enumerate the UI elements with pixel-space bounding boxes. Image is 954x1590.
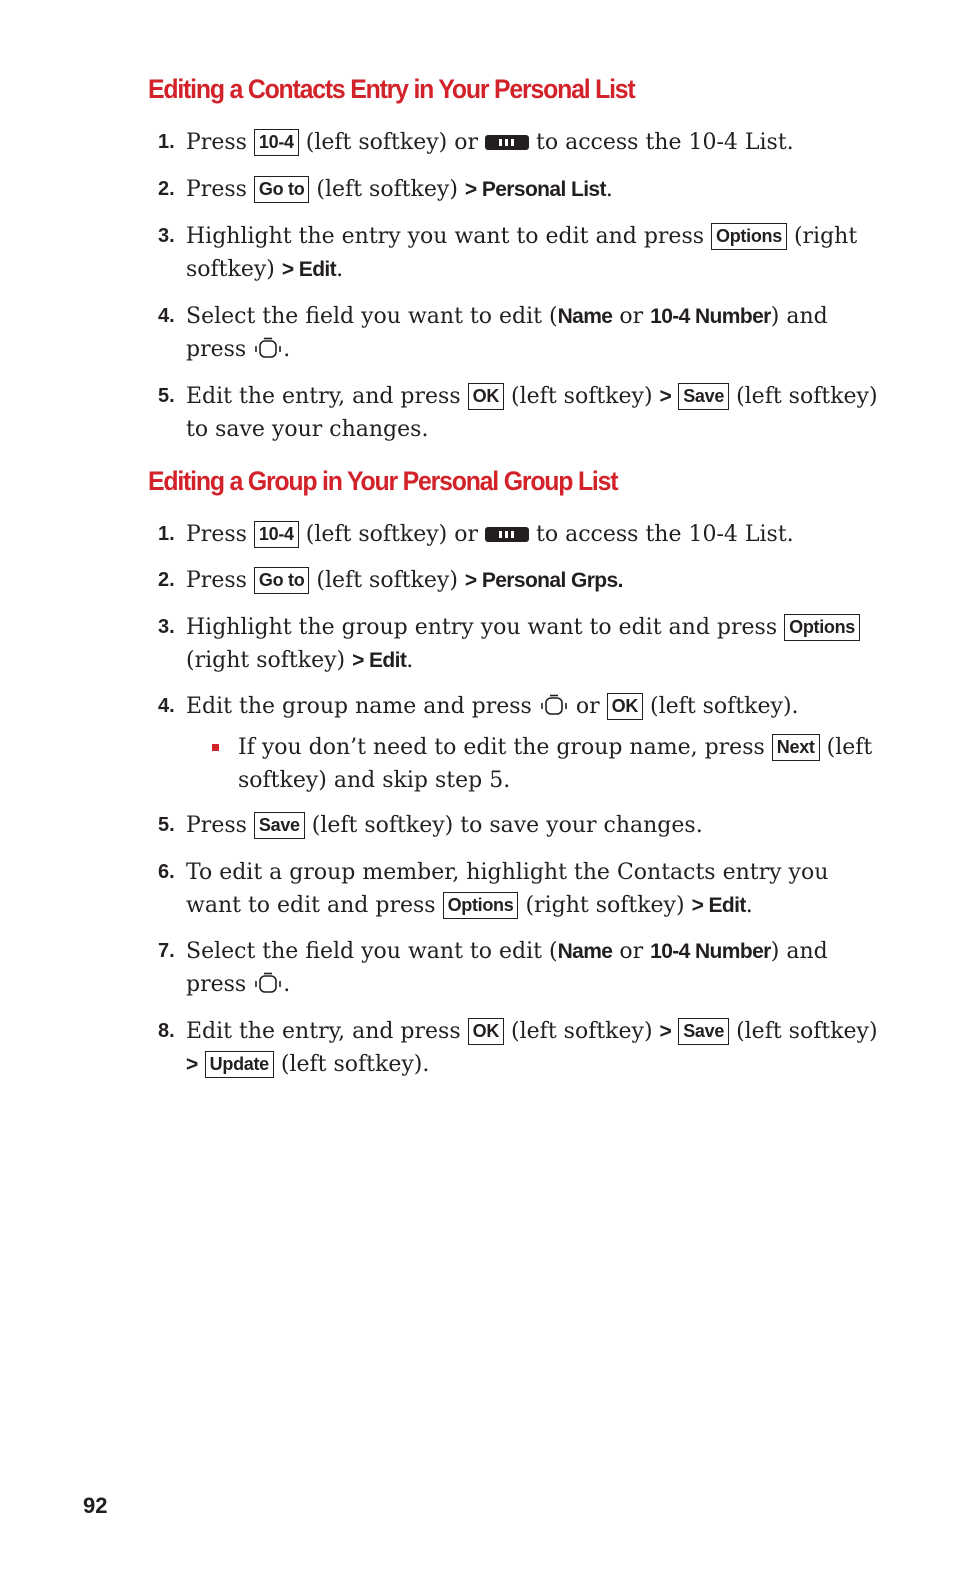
navigation-key-icon: [253, 972, 283, 996]
step-number: 6.: [158, 861, 175, 883]
step-number: 1.: [158, 523, 175, 545]
step-text: .: [745, 893, 753, 918]
step-text: (left softkey): [736, 384, 878, 409]
navigation-key-icon: [253, 337, 283, 361]
bullet-text: softkey) and skip step 5.: [238, 768, 511, 793]
step-number: 1.: [158, 131, 175, 153]
bullet-text: (left: [826, 735, 873, 760]
step-text: Press: [186, 568, 247, 593]
step-text: to save your changes.: [186, 417, 429, 442]
softkey-ok: OK: [468, 1018, 504, 1045]
step-text: Select the field you want to edit (: [186, 939, 558, 964]
menu-arrow: >: [659, 385, 672, 408]
step-text: ) and: [770, 939, 828, 964]
step-number: 2.: [158, 178, 175, 200]
step-number: 2.: [158, 569, 175, 591]
step-text: want to edit and press: [186, 893, 436, 918]
step-text: or: [619, 304, 644, 329]
step-number: 4.: [158, 695, 175, 717]
step-text: (left softkey) to save your changes.: [311, 813, 703, 838]
menu-path: > Edit: [691, 894, 746, 917]
softkey-go-to: Go to: [254, 176, 310, 203]
ptt-key-icon: [485, 135, 529, 150]
field-name: Name: [557, 940, 613, 963]
step-text: .: [283, 972, 291, 997]
ptt-key-icon: [485, 527, 529, 542]
step-text: Edit the entry, and press: [186, 1019, 461, 1044]
step-text: (left softkey): [316, 177, 458, 202]
softkey-options: Options: [711, 223, 787, 250]
step-text: Highlight the group entry you want to edit and press: [186, 615, 778, 640]
softkey-10-4: 10-4: [254, 521, 299, 548]
step-text: Press: [186, 813, 247, 838]
step-text: Highlight the entry you want to edit and press: [186, 224, 705, 249]
menu-path: > Edit: [352, 649, 407, 672]
menu-path: > Edit: [281, 258, 337, 281]
section-heading-contacts-entry: Editing a Contacts Entry in Your Personal List: [148, 74, 635, 104]
step-text: (left softkey) or: [305, 522, 479, 547]
step-text: to access the 10-4 List.: [536, 522, 794, 547]
step-text: ) and: [770, 304, 828, 329]
section-heading-group-list: Editing a Group in Your Personal Group List: [148, 466, 618, 496]
step-text: .: [283, 337, 291, 362]
step-text: (left softkey): [316, 568, 458, 593]
step-number: 5.: [158, 385, 175, 407]
step-text: Edit the entry, and press: [186, 384, 461, 409]
step-text: To edit a group member, highlight the Contacts entry you: [186, 860, 829, 885]
step-text: .: [336, 257, 344, 282]
softkey-save: Save: [678, 1018, 729, 1045]
softkey-options: Options: [784, 614, 860, 641]
step-text: (left softkey).: [280, 1052, 430, 1077]
step-text: press: [186, 972, 247, 997]
step-text: (right softkey): [525, 893, 685, 918]
step-number: 3.: [158, 225, 175, 247]
step-text: .: [406, 648, 414, 673]
step-number: 8.: [158, 1020, 175, 1042]
step-text: (left softkey): [511, 1019, 653, 1044]
menu-arrow: >: [659, 1020, 672, 1043]
field-10-4-number: 10-4 Number: [650, 940, 771, 963]
step-text: (right: [793, 224, 858, 249]
field-10-4-number: 10-4 Number: [650, 305, 771, 328]
step-text: (right softkey): [186, 648, 346, 673]
step-text: Press: [186, 177, 247, 202]
step-number: 7.: [158, 940, 175, 962]
navigation-key-icon: [539, 694, 569, 718]
step-text: or: [619, 939, 644, 964]
step-text: press: [186, 337, 247, 362]
step-text: (left softkey): [736, 1019, 878, 1044]
menu-path: > Personal List: [464, 178, 606, 201]
field-name: Name: [557, 305, 613, 328]
step-text: Edit the group name and press: [186, 694, 532, 719]
softkey-go-to: Go to: [254, 567, 310, 594]
step-number: 4.: [158, 305, 175, 327]
step-number: 3.: [158, 616, 175, 638]
step-text: Press: [186, 130, 247, 155]
step-text: or: [575, 694, 600, 719]
step-text: to access the 10-4 List.: [536, 130, 794, 155]
softkey-update: Update: [205, 1051, 274, 1078]
page-number: 92: [83, 1493, 108, 1518]
step-text: Select the field you want to edit (: [186, 304, 558, 329]
step-text: (left softkey): [511, 384, 653, 409]
softkey-ok: OK: [468, 383, 504, 410]
softkey-save: Save: [678, 383, 729, 410]
bullet-square-icon: [212, 744, 219, 751]
step-text: Press: [186, 522, 247, 547]
menu-arrow: >: [186, 1053, 198, 1076]
bullet-text: If you don’t need to edit the group name, press: [238, 735, 765, 760]
step-number: 5.: [158, 814, 175, 836]
step-text: (left softkey).: [650, 694, 799, 719]
softkey-10-4: 10-4: [254, 129, 299, 156]
softkey-save: Save: [254, 812, 305, 839]
softkey-options: Options: [443, 892, 519, 919]
step-text: .: [605, 177, 613, 202]
softkey-ok: OK: [607, 693, 643, 720]
step-text: softkey): [186, 257, 275, 282]
step-text: (left softkey) or: [305, 130, 479, 155]
softkey-next: Next: [772, 734, 820, 761]
menu-path: > Personal Grps.: [464, 569, 623, 592]
